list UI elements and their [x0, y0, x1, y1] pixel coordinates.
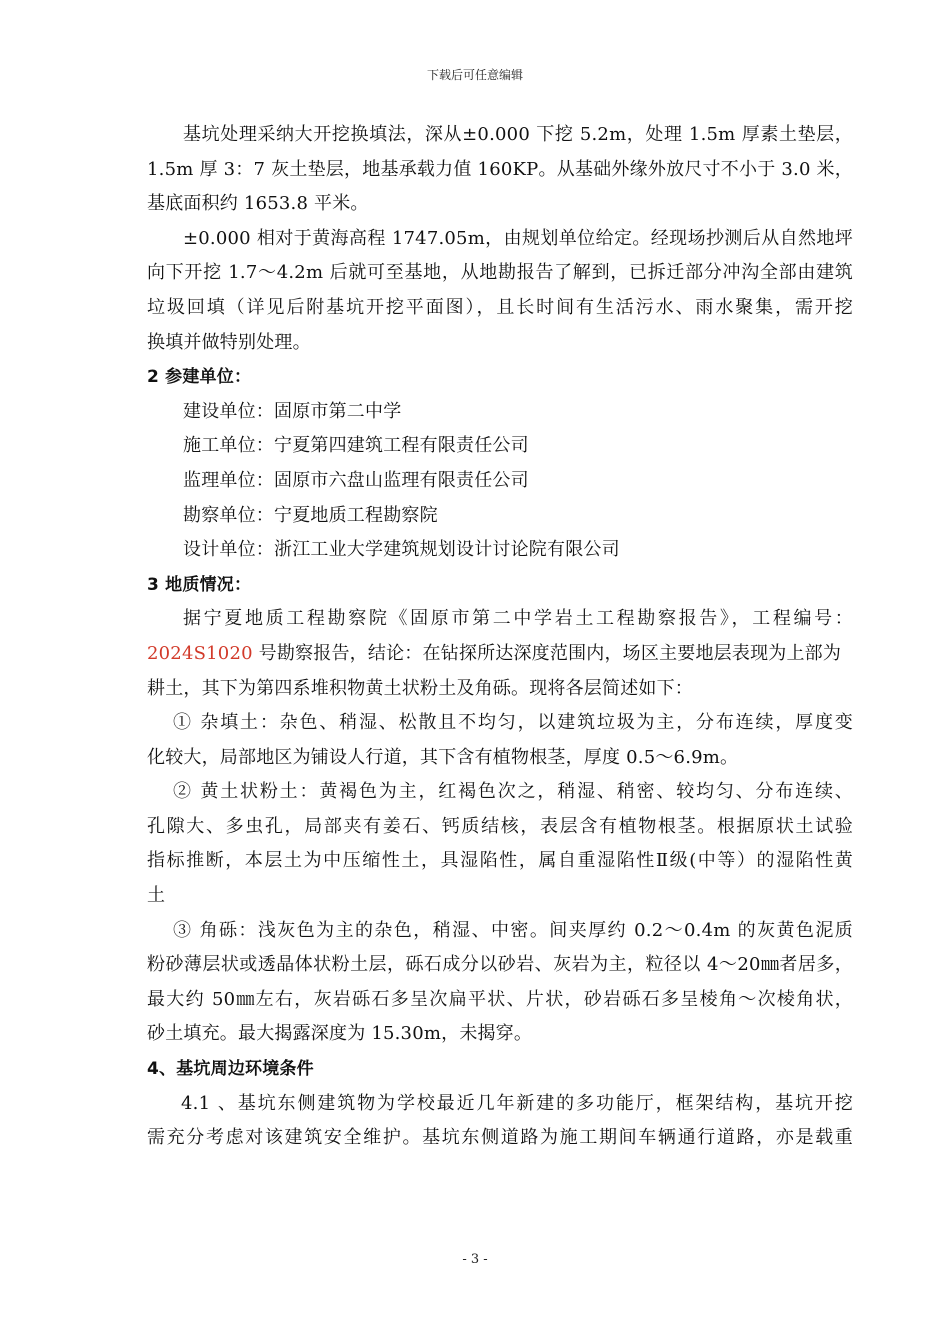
list-item: 施工单位：宁夏第四建筑工程有限责任公司 [183, 435, 529, 457]
page-number: - 3 - [462, 1252, 488, 1267]
list-item: 监理单位：固原市六盘山监理有限责任公司 [183, 469, 529, 491]
list-item: 建设单位：固原市第二中学 [183, 400, 402, 422]
list-item: 勘察单位：宁夏地质工程勘察院 [183, 504, 438, 526]
layer-description-line: 最大约 50㎜左右，灰岩砾石多呈次扁平状、片状，砂岩砾石多呈棱角～次棱角状， [147, 988, 853, 1010]
section-heading: 4、基坑周边环境条件 [147, 1059, 314, 1080]
paragraph-text: 号勘察报告，结论：在钻探所达深度范围内，场区主要地层表现为上部为 [252, 642, 842, 664]
section-heading: 3 地质情况： [147, 574, 252, 595]
paragraph-line: 耕土，其下为第四系堆积物黄土状粉土及角砾。现将各层简述如下： [147, 677, 693, 699]
layer-description-line: 化较大，局部地区为铺设人行道，其下含有植物根茎，厚度 0.5～6.9m。 [147, 746, 739, 768]
layer-description-line: 土 [147, 885, 166, 907]
paragraph-line: 基底面积约 1653.8 平米。 [147, 193, 369, 215]
document-body [147, 118, 853, 1156]
paragraph-line: 4.1 、基坑东侧建筑物为学校最近几年新建的多功能厅，框架结构，基坑开挖 [181, 1092, 853, 1114]
list-item: 设计单位：浙江工业大学建筑规划设计讨论院有限公司 [183, 539, 620, 561]
section-heading: 2 参建单位： [147, 367, 252, 388]
layer-description-line: 砂土填充。最大揭露深度为 15.30m，未揭穿。 [147, 1023, 533, 1045]
paragraph-line: 垃圾回填（详见后附基坑开挖平面图），且长时间有生活污水、雨水聚集，需开挖 [147, 296, 853, 318]
layer-description-line: ① 杂填土：杂色、稍湿、松散且不均匀，以建筑垃圾为主，分布连续，厚度变 [173, 712, 853, 734]
paragraph-line: 向下开挖 1.7～4.2m 后就可至基地，从地勘报告了解到，已拆迁部分冲沟全部由建筑 [147, 262, 853, 284]
layer-description-line: 指标推断，本层土为中压缩性土，具湿陷性，属自重湿陷性Ⅱ级(中等）的湿陷性黄 [147, 850, 853, 872]
layer-description-line: ③ 角砾：浅灰色为主的杂色，稍湿、中密。间夹厚约 0.2～0.4m 的灰黄色泥质 [173, 919, 853, 941]
paragraph-line: ±0.000 相对于黄海高程 1747.05m，由规划单位给定。经现场抄测后从自然地坪 [183, 227, 853, 249]
project-code: 2024S1020 [147, 642, 253, 664]
paragraph-line: 1.5m 厚 3：7 灰土垫层，地基承载力值 160KP。从基础外缘外放尺寸不小于 3.0 米， [147, 158, 853, 180]
paragraph-line: 据宁夏地质工程勘察院《固原市第二中学岩土工程勘察报告》，工程编号： [183, 608, 853, 630]
paragraph-line: 基坑处理采纳大开挖换填法，深从±0.000 下挖 5.2m，处理 1.5m 厚素土垫层， [183, 124, 853, 145]
paragraph-line: 需充分考虑对该建筑安全维护。基坑东侧道路为施工期间车辆通行道路，亦是载重 [147, 1127, 853, 1149]
page-header: 下载后可任意编辑 [426, 68, 523, 82]
layer-description-line: 粉砂薄层状或透晶体状粉土层，砾石成分以砂岩、灰岩为主，粒径以 4～20㎜者居多， [147, 954, 853, 976]
paragraph-line [147, 637, 853, 672]
layer-description-line: 孔隙大、多虫孔，局部夹有姜石、钙质结核，表层含有植物根茎。根据原状土试验 [147, 815, 853, 837]
layer-description-line: ② 黄土状粉土：黄褐色为主，红褐色次之，稍湿、稍密、较均匀、分布连续、 [173, 781, 853, 803]
paragraph-line: 换填并做特别处理。 [147, 331, 311, 353]
